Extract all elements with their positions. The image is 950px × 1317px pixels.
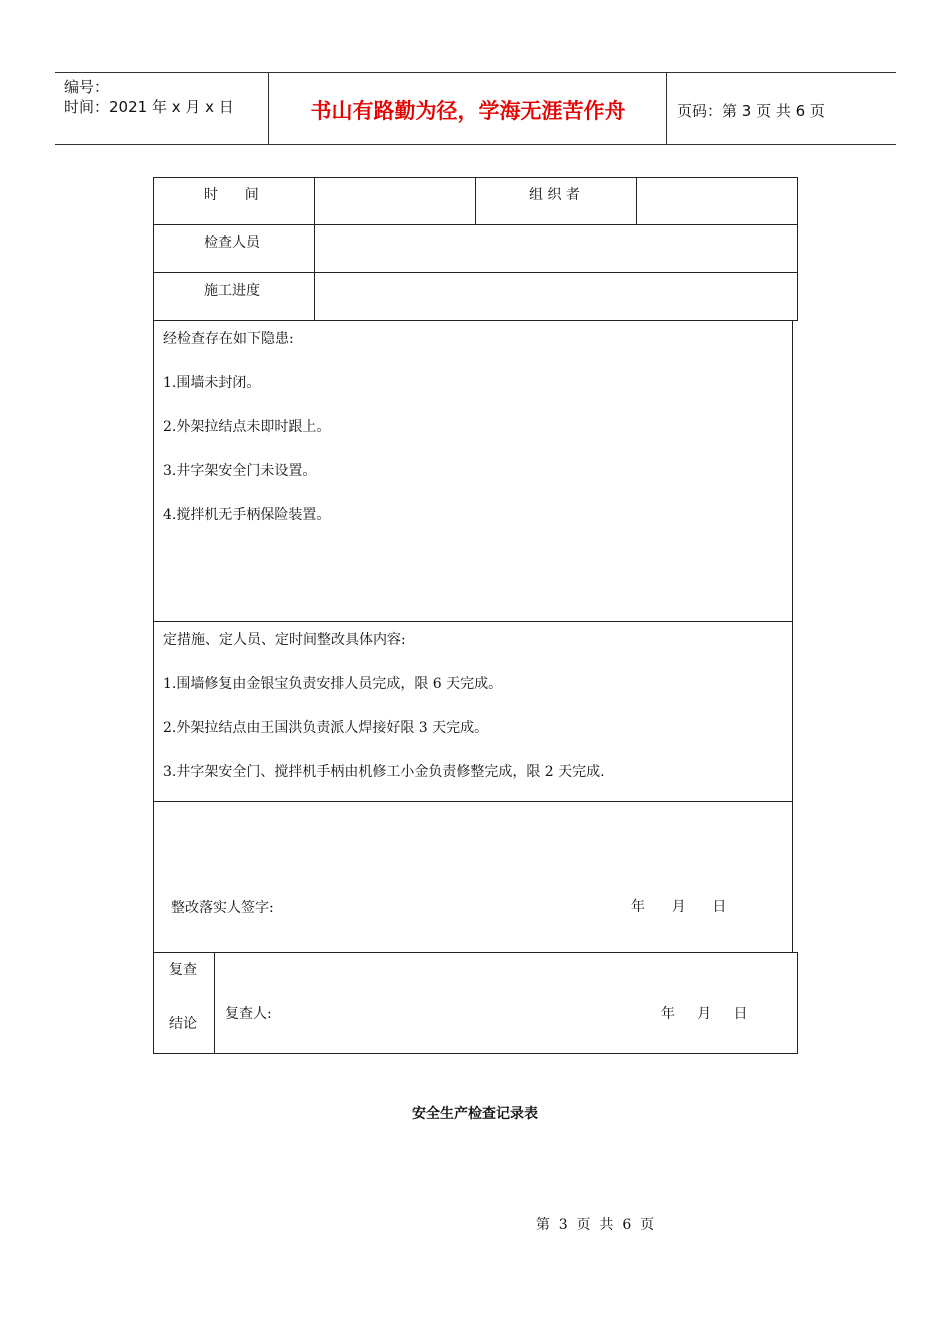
hazard-item: 3.井字架安全门未设置。: [163, 463, 317, 479]
col-divider-organizer-right: [636, 177, 637, 224]
row-divider-2: [153, 272, 798, 273]
page-footer: 第 3 页 共 6 页: [535, 1217, 655, 1233]
section-divider-rectification: [153, 801, 793, 802]
rectification-item: 2.外架拉结点由王国洪负责派人焊接好限 3 天完成。: [163, 720, 489, 736]
col-divider-organizer-left: [475, 177, 476, 224]
section-divider-hazards: [153, 621, 793, 622]
header-divider-left: [268, 73, 269, 144]
header-number-label: 编号：: [64, 78, 110, 96]
organizer-label: 组 织 者: [529, 187, 580, 203]
signature-label: 整改落实人签字:: [171, 900, 274, 916]
review-col-divider: [214, 952, 215, 1054]
hazards-heading: 经检查存在如下隐患:: [163, 331, 294, 347]
document-title: 安全生产检查记录表: [412, 1106, 538, 1122]
rectification-item: 3.井字架安全门、搅拌机手柄由机修工小金负责修整完成，限 2 天完成.: [163, 764, 605, 780]
reviewer-label: 复查人:: [225, 1006, 272, 1022]
hazard-item: 4.搅拌机无手柄保险装置。: [163, 507, 331, 523]
header-page-info: 页码：第 3 页 共 6 页: [677, 102, 825, 120]
header-bottom-rule: [55, 144, 896, 145]
signature-date: 年 月 日: [631, 899, 727, 915]
col-divider-label: [314, 177, 315, 321]
row-divider-1: [153, 224, 798, 225]
review-label-line2: 结论: [169, 1016, 197, 1032]
review-label-line1: 复查: [169, 962, 197, 978]
header-top-rule: [55, 72, 896, 73]
rectification-heading: 定措施、定人员、定时间整改具体内容:: [163, 632, 406, 648]
progress-label: 施工进度: [204, 283, 260, 299]
time-label: 时 间: [204, 187, 259, 203]
rectification-item: 1.围墙修复由金银宝负责安排人员完成，限 6 天完成。: [163, 676, 503, 692]
review-date: 年 月 日: [661, 1006, 748, 1022]
header-time-label: 时间：2021 年 x 月 x 日: [64, 98, 234, 116]
header-divider-right: [666, 73, 667, 144]
hazard-item: 2.外架拉结点未即时跟上。: [163, 419, 331, 435]
header-motto: 书山有路勤为径，学海无涯苦作舟: [310, 99, 626, 123]
inspectors-label: 检查人员: [204, 235, 260, 251]
hazard-item: 1.围墙未封闭。: [163, 375, 261, 391]
